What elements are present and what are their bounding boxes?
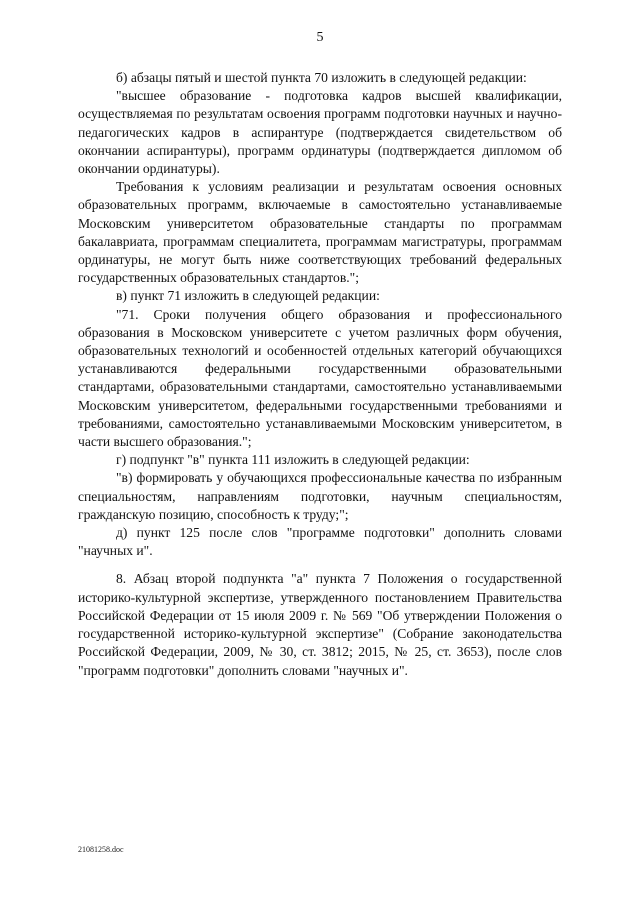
paragraph-71: "71. Сроки получения общего образования и профессионального образования в Московском университете с учетом различных форм обучения, образовательных технологий и особенностей отдельных категорий обучающихся устанавливаются федеральными государственными образовательными стандартами, образовательными стандартами, самостоятельно устанавливаемыми Московским университетом, федеральными государственными требованиями и требованиями, самостоятельно устанавливаемыми Московским университетом, в части высшего образования."; [78, 306, 562, 450]
paragraph-g-text: "в) формировать у обучающихся профессиональные качества по избранным специальностям, направлениям подготовки, научным специальностям, гражданскую позицию, способность к труду;"; [78, 470, 562, 522]
document-body [78, 69, 562, 680]
paragraph-v: в) пункт 71 изложить в следующей редакции: [116, 288, 380, 304]
paragraph-d: д) пункт 125 после слов "программе подготовки" дополнить словами "научных и". [78, 525, 562, 559]
paragraph-b: б) абзацы пятый и шестой пункта 70 изложить в следующей редакции: [116, 70, 527, 85]
paragraph-requirements: Требования к условиям реализации и результатам освоения основных образовательных программ, включаемые в самостоятельно устанавливаемые Московским университетом образовательные стандарты по программам бакалавриата, программам специалитета, программам магистратуры, программам ординатуры, не могут быть ниже соответствующих требований федеральных государственных образовательных стандартов."; [78, 179, 562, 286]
file-name-footer: 21081258.doc [78, 845, 124, 854]
page-number: 5 [316, 30, 324, 45]
paragraph-higher-education: "высшее образование - подготовка кадров высшей квалификации, осуществляемая по результатам освоения программ подготовки научных и научно-педагогических кадров в аспирантуре (подтверждается свидетельством об окончании аспирантуры), программ ординатуры (подтверждается дипломом об окончании ординатуры). [78, 88, 562, 177]
paragraph-g: г) подпункт "в" пункта 111 изложить в следующей редакции: [116, 452, 470, 468]
paragraph-8: 8. Абзац второй подпункта "а" пункта 7 Положения о государственной историко-культурной экспертизе, утвержденного постановлением Правительства Российской Федерации от 15 июля 2009 г. № 569 "Об утверждении Положения о государственной историко-культурной экспертизе" (Собрание законодательства Российской Федерации, 2009, № 30, ст. 3812; 2015, № 25, ст. 3653), после слов "программ подготовки" дополнить словами "научных и". [78, 571, 562, 678]
